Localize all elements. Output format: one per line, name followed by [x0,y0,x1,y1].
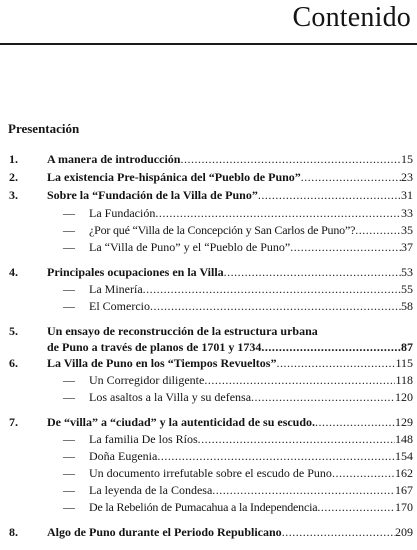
toc-subentry [0,482,417,498]
entry-page: 37 [401,240,413,254]
page-title: Contenido [292,2,411,33]
toc-subentry [0,205,417,221]
leader-dots [150,298,401,314]
entry-page: 120 [395,390,413,404]
toc-subentry [0,448,417,464]
entry-title: La “Villa de Puno” y el “Pueblo de Puno” [89,240,291,254]
entry-page: 23 [401,170,413,184]
entry-title: Principales ocupaciones en la Villa [47,265,224,279]
toc-entry-2 [0,169,417,185]
entry-page: 170 [395,500,413,514]
entry-page: 33 [401,206,413,220]
leader-dots [282,524,395,540]
toc-entry-3 [0,187,417,203]
leader-dots [198,431,395,447]
entry-page: 31 [401,188,413,202]
toc-entry-4 [0,264,417,280]
entry-number: 8. [9,525,18,539]
subentry-dash: — [63,500,75,514]
entry-page: 35 [401,223,413,237]
entry-title: Un ensayo de reconstrucción de la estructura urbana [47,324,318,338]
entry-title: La existencia Pre-hispánica del “Pueblo de Puno” [47,170,301,184]
subentry-dash: — [63,206,75,220]
entry-number: 7. [9,415,18,429]
entry-page: 87 [401,340,413,354]
entry-page: 115 [395,356,413,370]
entry-title: Un Corregidor diligente [89,373,205,387]
entry-page: 58 [401,299,413,313]
entry-page: 154 [395,449,413,463]
toc-entry-8 [0,524,417,540]
subentry-dash: — [63,299,75,313]
entry-title: de Puno a través de planos de 1701 y 1734 [47,340,262,354]
leader-dots [315,414,395,430]
title-divider [0,43,417,45]
subentry-dash: — [63,466,75,480]
toc-subentry [0,281,417,297]
entry-number: 5. [9,324,18,338]
leader-dots [155,205,401,221]
entry-title: La Villa de Puno en los “Tiempos Revueltos” [47,356,277,370]
entry-title: Algo de Puno durante el Periodo Republicano [47,525,282,539]
toc-subentry [0,372,417,388]
subentry-dash: — [63,432,75,446]
leader-dots [276,355,395,371]
toc-entry-1 [0,151,417,167]
entry-page: 209 [395,525,413,539]
leader-dots [290,239,401,255]
subentry-dash: — [63,282,75,296]
subentry-dash: — [63,373,75,387]
toc-subentry [0,465,417,481]
toc-entry-7 [0,414,417,430]
leader-dots [261,339,401,355]
leader-dots [258,187,401,203]
leader-dots [224,264,401,280]
subentry-dash: — [63,223,75,237]
leader-dots [180,151,401,167]
toc-subentry [0,431,417,447]
subentry-dash: — [63,390,75,404]
entry-page: 118 [395,373,413,387]
leader-dots [143,281,401,297]
entry-title: De “villa” a “ciudad” y la autenticidad de su escudo. [47,415,316,429]
leader-dots [204,372,395,388]
leader-dots [212,482,395,498]
entry-title: ¿Por qué “Villa de la Concepción y San Carlos de Puno”? [89,223,356,237]
entry-number: 1. [9,152,18,166]
toc-subentry [0,222,417,238]
entry-title: Sobre la “Fundación de la Villa de Puno” [47,188,258,202]
entry-number: 3. [9,188,18,202]
entry-page: 148 [395,432,413,446]
entry-page: 15 [401,152,413,166]
entry-title: La Fundación [89,206,156,220]
entry-title: A manera de introducción [47,152,181,166]
toc-subentry [0,239,417,255]
entry-page: 129 [395,415,413,429]
entry-title: La familia De los Ríos [89,432,198,446]
toc-entry-5 [0,323,417,339]
entry-number: 4. [9,265,18,279]
leader-dots [317,499,395,515]
toc-subentry [0,499,417,515]
entry-page: 167 [395,483,413,497]
entry-title: La Minería [89,282,143,296]
subentry-dash: — [63,483,75,497]
subentry-dash: — [63,449,75,463]
toc-subentry [0,298,417,314]
toc-entry-6 [0,355,417,371]
leader-dots [301,169,401,185]
entry-title: El Comercio [89,299,150,313]
entry-title: De la Rebelión de Pumacahua a la Independencia [89,500,318,514]
entry-title: La leyenda de la Condesa [89,483,213,497]
entry-title: Los asaltos a la Villa y su defensa [89,390,252,404]
entry-page: 55 [401,282,413,296]
entry-title: Doña Eugenia [89,449,158,463]
leader-dots [332,465,395,481]
section-heading: Presentación [8,121,80,136]
entry-page: 162 [395,466,413,480]
leader-dots [355,222,401,238]
entry-number: 2. [9,170,18,184]
entry-number: 6. [9,356,18,370]
leader-dots [157,448,395,464]
entry-page: 53 [401,265,413,279]
toc-subentry [0,389,417,405]
toc-entry-5-continued [0,339,417,355]
leader-dots [251,389,395,405]
entry-title: Un documento irrefutable sobre el escudo de Puno [89,466,332,480]
subentry-dash: — [63,240,75,254]
